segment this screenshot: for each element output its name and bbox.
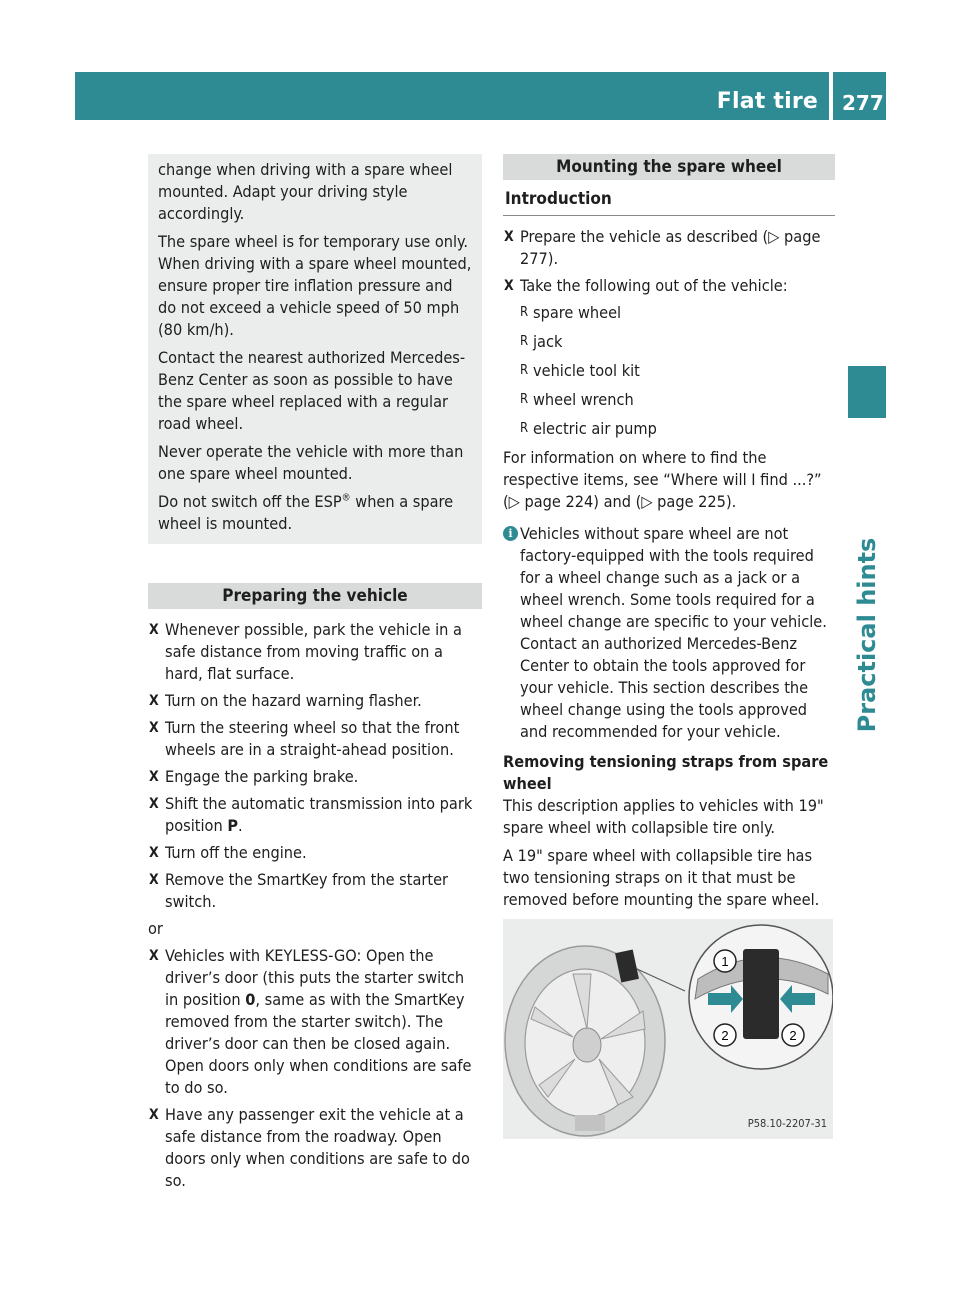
step-item: X Engage the parking brake. bbox=[148, 766, 482, 788]
step-item: X Turn off the engine. bbox=[148, 842, 482, 864]
step-item: X Remove the SmartKey from the starter switch. bbox=[148, 869, 482, 913]
wheel-hub bbox=[573, 1028, 601, 1062]
list-item: R jack bbox=[503, 331, 835, 353]
info-note bbox=[503, 523, 835, 743]
sub-paragraph: This description applies to vehicles with 19" spare wheel with collapsible tire only. bbox=[503, 796, 824, 837]
figure-code: P58.10-2207-31 bbox=[747, 1117, 827, 1130]
callout-2-right-label: 2 bbox=[789, 1028, 797, 1043]
section-title-mounting: Mounting the spare wheel bbox=[503, 154, 835, 180]
spare-wheel-illustration bbox=[503, 919, 833, 1139]
note-paragraph: change when driving with a spare wheel mounted. Adapt your driving style accordingly. bbox=[158, 160, 453, 223]
strap-bottom bbox=[575, 1115, 605, 1131]
info-icon: i bbox=[503, 526, 518, 541]
side-tab-block bbox=[848, 366, 886, 418]
note-paragraph: Never operate the vehicle with more than one spare wheel mounted. bbox=[158, 442, 464, 483]
sub-title: Removing tensioning straps from spare wheel bbox=[503, 752, 829, 793]
list-item: R spare wheel bbox=[503, 302, 835, 324]
list-item: R electric air pump bbox=[503, 418, 835, 440]
info-note-text: Vehicles without spare wheel are not factory-equipped with the tools required for a wheel change such as a jack or a wheel wrench. Some tools required for a wheel change are specific to your vehicle. Contact an authorized Mercedes-Benz Center to obtain the tools approved for your vehicle. This section describes the wheel change using the tools approved and recommended for your vehicle. bbox=[520, 524, 827, 741]
step-item-shift: X Shift the automatic transmission into park position P. bbox=[148, 793, 482, 837]
right-column bbox=[503, 154, 835, 1139]
strap-clip bbox=[743, 949, 779, 1039]
sub-paragraph: A 19" spare wheel with collapsible tire has two tensioning straps on it that must be removed before mounting the spare wheel. bbox=[503, 846, 820, 909]
preparing-steps bbox=[148, 619, 482, 1192]
step-item: X Have any passenger exit the vehicle at a safe distance from the roadway. Open doors only when conditions are safe to do so. bbox=[148, 1104, 482, 1192]
left-column bbox=[148, 154, 482, 1197]
note-paragraph-esp: Do not switch off the ESP® when a spare wheel is mounted. bbox=[158, 492, 454, 533]
step-item: X Whenever possible, park the vehicle in a safe distance from moving traffic on a hard, flat surface. bbox=[148, 619, 482, 685]
section-title-preparing: Preparing the vehicle bbox=[148, 583, 482, 609]
step-item: X Turn the steering wheel so that the front wheels are in a straight-ahead position. bbox=[148, 717, 482, 761]
step-item: X Take the following out of the vehicle: bbox=[503, 275, 835, 297]
page-number: 277 bbox=[842, 91, 884, 115]
note-paragraph: The spare wheel is for temporary use only. When driving with a spare wheel mounted, ensure proper tire inflation pressure and do not exceed a vehicle speed of 50 mph (80 km/h). bbox=[158, 232, 472, 339]
spare-wheel-figure bbox=[503, 919, 833, 1139]
header-title: Flat tire bbox=[716, 89, 818, 114]
step-item-keyless: X Vehicles with KEYLESS-GO: Open the driver’s door (this puts the starter switch in position 0, same as with the SmartKey removed from the starter switch). The driver’s door can then be closed again. Open doors only when conditions are safe to do so. bbox=[148, 945, 482, 1099]
info-paragraph: For information on where to find the respective items, see “Where will I find ...?” (▷ page 224) and (▷ page 225). bbox=[503, 448, 822, 511]
list-item: R wheel wrench bbox=[503, 389, 835, 411]
or-text: or bbox=[148, 919, 163, 938]
list-item: R vehicle tool kit bbox=[503, 360, 835, 382]
step-item: X Turn on the hazard warning flasher. bbox=[148, 690, 482, 712]
callout-2-left-label: 2 bbox=[721, 1028, 729, 1043]
step-item: X Prepare the vehicle as described (▷ page 277). bbox=[503, 226, 835, 270]
callout-1-label: 1 bbox=[721, 954, 729, 969]
note-box bbox=[148, 154, 482, 544]
note-paragraph: Contact the nearest authorized Mercedes-Benz Center as soon as possible to have the spare wheel replaced with a regular road wheel. bbox=[158, 348, 466, 433]
intro-title: Introduction bbox=[503, 180, 835, 216]
side-tab-label: Practical hints bbox=[853, 537, 881, 733]
header-separator bbox=[829, 72, 833, 120]
